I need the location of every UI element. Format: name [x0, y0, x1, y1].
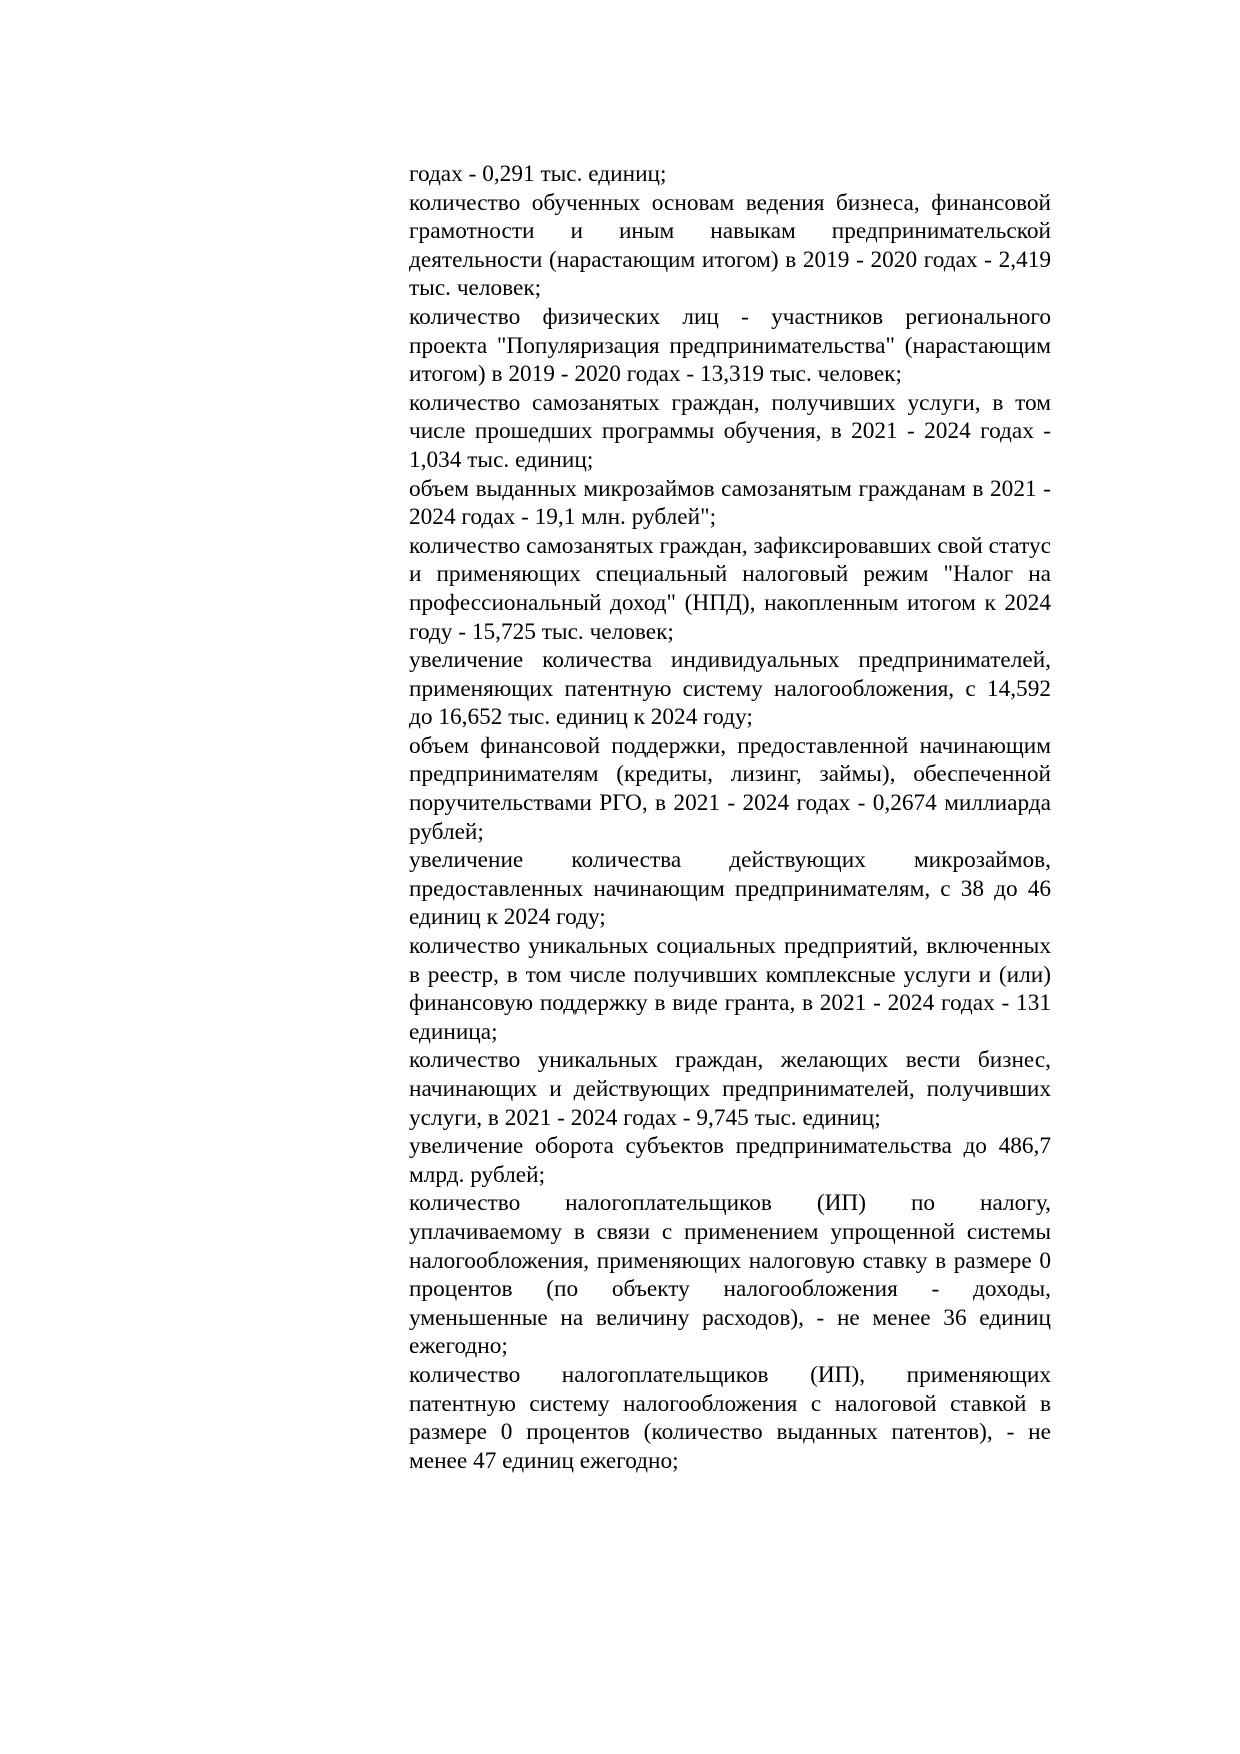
paragraph: количество самозанятых граждан, зафиксировавших свой статус и применяющих специальный налоговый режим "Налог на профессиональный доход" (НПД), накопленным итогом к 2024 году - 15,725 тыс. человек;: [409, 532, 1051, 645]
paragraph: количество налогоплательщиков (ИП), применяющих патентную систему налогообложения с налоговой ставкой в размере 0 процентов (количество выданных патентов), - не менее 47 единиц ежегодно;: [409, 1361, 1051, 1474]
paragraph: увеличение оборота субъектов предпринимательства до 486,7 млрд. рублей;: [409, 1133, 1051, 1188]
paragraph: количество налогоплательщиков (ИП) по налогу, уплачиваемому в связи с применением упрощенной системы налогообложения, применяющих налоговую ставку в размере 0 процентов (по объекту налогообложения - доходы, уменьшенные на величину расходов), - не менее 36 единиц ежегодно;: [409, 1190, 1051, 1360]
paragraph: увеличение количества действующих микрозаймов, предоставленных начинающим предпринимателям, с 38 до 46 единиц к 2024 году;: [409, 847, 1051, 931]
paragraph: количество уникальных социальных предприятий, включенных в реестр, в том числе получивших комплексные услуги и (или) финансовую поддержку в виде гранта, в 2021 - 2024 годах - 131 единица;: [409, 933, 1051, 1045]
paragraph: увеличение количества индивидуальных предпринимателей, применяющих патентную систему налогообложения, с 14,592 до 16,652 тыс. единиц к 2024 году;: [409, 647, 1051, 731]
paragraph: объем финансовой поддержки, предоставленной начинающим предпринимателям (кредиты, лизинг, займы), обеспеченной поручительствами РГО, в 2021 - 2024 годах - 0,2674 миллиарда рублей;: [409, 732, 1051, 845]
paragraph: количество обученных основам ведения бизнеса, финансовой грамотности и иным навыкам предпринимательской деятельности (нарастающим итогом) в 2019 - 2020 годах - 2,419 тыс. человек;: [409, 189, 1051, 302]
paragraph: количество уникальных граждан, желающих вести бизнес, начинающих и действующих предпринимателей, получивших услуги, в 2021 - 2024 годах - 9,745 тыс. единиц;: [409, 1047, 1051, 1131]
paragraph: количество физических лиц - участников регионального проекта "Популяризация предпринимательства" (нарастающим итогом) в 2019 - 2020 годах - 13,319 тыс. человек;: [409, 303, 1051, 388]
paragraph: количество самозанятых граждан, получивших услуги, в том числе прошедших программы обучения, в 2021 - 2024 годах - 1,034 тыс. единиц;: [409, 389, 1051, 473]
text-column: [409, 160, 1051, 1475]
paragraph: объем выданных микрозаймов самозанятым гражданам в 2021 - 2024 годах - 19,1 млн. рублей";: [409, 475, 1051, 531]
paragraph: годах - 0,291 тыс. единиц;: [409, 161, 667, 187]
